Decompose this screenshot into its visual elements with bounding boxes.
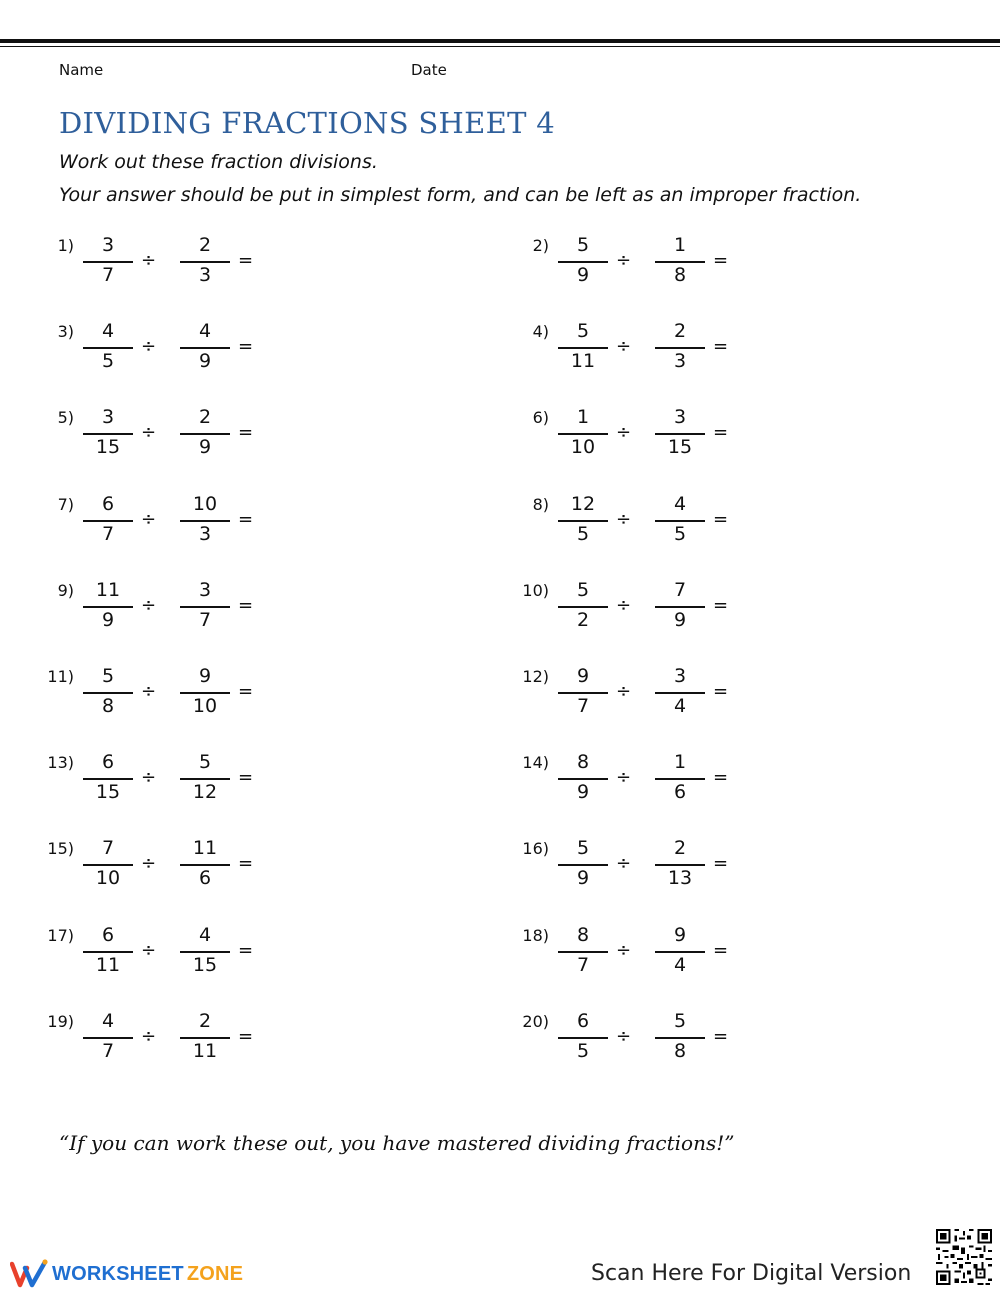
- denominator: 8: [101, 695, 115, 717]
- numerator: 5: [576, 837, 590, 859]
- problem-6: [515, 404, 775, 464]
- numerator: 8: [576, 751, 590, 773]
- denominator: 7: [101, 1040, 115, 1062]
- equals-sign: =: [713, 250, 729, 271]
- equals-sign: =: [238, 681, 254, 702]
- divide-sign: ÷: [141, 940, 157, 961]
- problem-number: 13): [47, 753, 74, 772]
- divide-sign: ÷: [616, 853, 632, 874]
- dividend-fraction: [558, 922, 608, 982]
- dividend-fraction: [558, 577, 608, 637]
- numerator: 2: [198, 1010, 212, 1032]
- problem-number: 16): [522, 839, 549, 858]
- denominator: 10: [570, 436, 596, 458]
- denominator: 7: [198, 609, 212, 631]
- numerator: 4: [673, 493, 687, 515]
- problem-14: [515, 749, 775, 809]
- dividend-fraction: [83, 318, 133, 378]
- problem-number: 6): [532, 408, 549, 427]
- denominator: 10: [192, 695, 218, 717]
- denominator: 6: [198, 867, 212, 889]
- problem-8: [515, 491, 775, 551]
- problem-9: [40, 577, 300, 637]
- divisor-fraction: [655, 835, 705, 895]
- denominator: 10: [95, 867, 121, 889]
- equals-sign: =: [713, 940, 729, 961]
- problem-17: [40, 922, 300, 982]
- equals-sign: =: [238, 250, 254, 271]
- divide-sign: ÷: [141, 336, 157, 357]
- divisor-fraction: [655, 491, 705, 551]
- divisor-fraction: [655, 749, 705, 809]
- denominator: 12: [192, 781, 218, 803]
- dividend-fraction: [558, 663, 608, 723]
- denominator: 13: [667, 867, 693, 889]
- denominator: 9: [198, 350, 212, 372]
- dividend-fraction: [558, 1008, 608, 1068]
- qr-code-icon[interactable]: [934, 1227, 994, 1287]
- problem-2: [515, 232, 775, 292]
- divisor-fraction: [180, 1008, 230, 1068]
- problem-number: 17): [47, 926, 74, 945]
- divide-sign: ÷: [141, 595, 157, 616]
- brand-name-part1: WORKSHEET: [52, 1262, 184, 1285]
- denominator: 11: [570, 350, 596, 372]
- denominator: 9: [673, 609, 687, 631]
- divide-sign: ÷: [616, 767, 632, 788]
- equals-sign: =: [238, 853, 254, 874]
- problem-10: [515, 577, 775, 637]
- divide-sign: ÷: [616, 422, 632, 443]
- divide-sign: ÷: [141, 767, 157, 788]
- divisor-fraction: [655, 1008, 705, 1068]
- denominator: 3: [198, 523, 212, 545]
- problem-number: 8): [532, 495, 549, 514]
- divide-sign: ÷: [141, 250, 157, 271]
- dividend-fraction: [83, 663, 133, 723]
- problem-number: 11): [47, 667, 74, 686]
- divide-sign: ÷: [141, 422, 157, 443]
- dividend-fraction: [83, 922, 133, 982]
- divide-sign: ÷: [616, 681, 632, 702]
- denominator: 5: [673, 523, 687, 545]
- problem-18: [515, 922, 775, 982]
- dividend-fraction: [558, 749, 608, 809]
- denominator: 5: [576, 523, 590, 545]
- problem-number: 18): [522, 926, 549, 945]
- brand-mark-icon: [10, 1259, 48, 1289]
- divisor-fraction: [180, 577, 230, 637]
- divisor-fraction: [655, 404, 705, 464]
- numerator: 3: [101, 406, 115, 428]
- divide-sign: ÷: [616, 336, 632, 357]
- numerator: 7: [673, 579, 687, 601]
- equals-sign: =: [238, 767, 254, 788]
- instruction-line-2: Your answer should be put in simplest form, and can be left as an improper fraction.: [59, 184, 862, 206]
- date-label: Date: [411, 61, 447, 79]
- numerator: 1: [673, 234, 687, 256]
- name-label: Name: [59, 61, 104, 79]
- denominator: 9: [101, 609, 115, 631]
- divisor-fraction: [655, 577, 705, 637]
- numerator: 5: [101, 665, 115, 687]
- divisor-fraction: [180, 663, 230, 723]
- numerator: 3: [673, 665, 687, 687]
- numerator: 2: [198, 234, 212, 256]
- denominator: 7: [576, 695, 590, 717]
- numerator: 4: [198, 320, 212, 342]
- divisor-fraction: [180, 749, 230, 809]
- divisor-fraction: [180, 922, 230, 982]
- problem-20: [515, 1008, 775, 1068]
- problem-number: 20): [522, 1012, 549, 1031]
- denominator: 4: [673, 695, 687, 717]
- denominator: 8: [673, 264, 687, 286]
- header-rule-thick: [0, 39, 1000, 43]
- problem-3: [40, 318, 300, 378]
- dividend-fraction: [558, 491, 608, 551]
- numerator: 3: [101, 234, 115, 256]
- problem-number: 12): [522, 667, 549, 686]
- numerator: 8: [576, 924, 590, 946]
- problem-number: 1): [57, 236, 74, 255]
- problem-15: [40, 835, 300, 895]
- dividend-fraction: [83, 749, 133, 809]
- denominator: 2: [576, 609, 590, 631]
- equals-sign: =: [713, 595, 729, 616]
- denominator: 15: [95, 436, 121, 458]
- dividend-fraction: [558, 835, 608, 895]
- divide-sign: ÷: [616, 940, 632, 961]
- numerator: 5: [576, 234, 590, 256]
- instruction-line-1: Work out these fraction divisions.: [59, 151, 378, 173]
- denominator: 9: [576, 867, 590, 889]
- dividend-fraction: [558, 232, 608, 292]
- numerator: 2: [198, 406, 212, 428]
- divide-sign: ÷: [616, 595, 632, 616]
- equals-sign: =: [238, 509, 254, 530]
- dividend-fraction: [83, 491, 133, 551]
- equals-sign: =: [713, 422, 729, 443]
- numerator: 12: [570, 493, 596, 515]
- equals-sign: =: [713, 336, 729, 357]
- problem-number: 4): [532, 322, 549, 341]
- problem-number: 19): [47, 1012, 74, 1031]
- problem-12: [515, 663, 775, 723]
- denominator: 5: [101, 350, 115, 372]
- numerator: 5: [673, 1010, 687, 1032]
- numerator: 6: [101, 493, 115, 515]
- denominator: 15: [95, 781, 121, 803]
- denominator: 9: [576, 781, 590, 803]
- divide-sign: ÷: [141, 509, 157, 530]
- problem-number: 3): [57, 322, 74, 341]
- denominator: 3: [198, 264, 212, 286]
- equals-sign: =: [713, 767, 729, 788]
- problem-number: 10): [522, 581, 549, 600]
- denominator: 15: [192, 954, 218, 976]
- equals-sign: =: [238, 1026, 254, 1047]
- denominator: 6: [673, 781, 687, 803]
- divisor-fraction: [180, 491, 230, 551]
- numerator: 11: [192, 837, 218, 859]
- denominator: 11: [192, 1040, 218, 1062]
- problem-16: [515, 835, 775, 895]
- numerator: 2: [673, 320, 687, 342]
- equals-sign: =: [713, 509, 729, 530]
- equals-sign: =: [238, 595, 254, 616]
- divide-sign: ÷: [141, 1026, 157, 1047]
- dividend-fraction: [83, 232, 133, 292]
- problem-13: [40, 749, 300, 809]
- numerator: 5: [198, 751, 212, 773]
- equals-sign: =: [238, 422, 254, 443]
- equals-sign: =: [713, 1026, 729, 1047]
- problem-number: 14): [522, 753, 549, 772]
- denominator: 7: [101, 523, 115, 545]
- problem-19: [40, 1008, 300, 1068]
- problem-5: [40, 404, 300, 464]
- divisor-fraction: [655, 232, 705, 292]
- problem-number: 9): [57, 581, 74, 600]
- denominator: 4: [673, 954, 687, 976]
- problem-number: 15): [47, 839, 74, 858]
- problem-number: 2): [532, 236, 549, 255]
- divisor-fraction: [180, 835, 230, 895]
- closing-quote: “If you can work these out, you have mastered dividing fractions!”: [59, 1131, 735, 1155]
- brand-name-part2: ZONE: [186, 1262, 244, 1285]
- numerator: 9: [673, 924, 687, 946]
- numerator: 1: [576, 406, 590, 428]
- divide-sign: ÷: [616, 1026, 632, 1047]
- worksheet-zone-logo: [10, 1258, 243, 1290]
- numerator: 6: [576, 1010, 590, 1032]
- problem-1: [40, 232, 300, 292]
- numerator: 3: [198, 579, 212, 601]
- worksheet-title: DIVIDING FRACTIONS SHEET 4: [59, 106, 555, 140]
- numerator: 1: [673, 751, 687, 773]
- numerator: 10: [192, 493, 218, 515]
- denominator: 5: [576, 1040, 590, 1062]
- denominator: 11: [95, 954, 121, 976]
- divide-sign: ÷: [616, 250, 632, 271]
- dividend-fraction: [558, 404, 608, 464]
- numerator: 3: [673, 406, 687, 428]
- denominator: 15: [667, 436, 693, 458]
- divisor-fraction: [655, 922, 705, 982]
- problem-number: 5): [57, 408, 74, 427]
- divisor-fraction: [180, 404, 230, 464]
- dividend-fraction: [83, 1008, 133, 1068]
- divide-sign: ÷: [141, 853, 157, 874]
- problem-11: [40, 663, 300, 723]
- divisor-fraction: [655, 663, 705, 723]
- divide-sign: ÷: [141, 681, 157, 702]
- numerator: 5: [576, 320, 590, 342]
- problem-4: [515, 318, 775, 378]
- denominator: 3: [673, 350, 687, 372]
- numerator: 4: [101, 320, 115, 342]
- numerator: 4: [198, 924, 212, 946]
- numerator: 9: [198, 665, 212, 687]
- numerator: 5: [576, 579, 590, 601]
- dividend-fraction: [83, 404, 133, 464]
- denominator: 7: [101, 264, 115, 286]
- denominator: 9: [198, 436, 212, 458]
- equals-sign: =: [713, 681, 729, 702]
- divisor-fraction: [180, 318, 230, 378]
- denominator: 9: [576, 264, 590, 286]
- problem-7: [40, 491, 300, 551]
- scan-caption: Scan Here For Digital Version: [591, 1261, 912, 1286]
- header-rule-thin: [0, 46, 1000, 47]
- problem-number: 7): [57, 495, 74, 514]
- divisor-fraction: [655, 318, 705, 378]
- equals-sign: =: [713, 853, 729, 874]
- divide-sign: ÷: [616, 509, 632, 530]
- equals-sign: =: [238, 940, 254, 961]
- numerator: 9: [576, 665, 590, 687]
- numerator: 11: [95, 579, 121, 601]
- numerator: 6: [101, 924, 115, 946]
- dividend-fraction: [558, 318, 608, 378]
- numerator: 4: [101, 1010, 115, 1032]
- dividend-fraction: [83, 577, 133, 637]
- numerator: 6: [101, 751, 115, 773]
- numerator: 7: [101, 837, 115, 859]
- denominator: 8: [673, 1040, 687, 1062]
- dividend-fraction: [83, 835, 133, 895]
- divisor-fraction: [180, 232, 230, 292]
- equals-sign: =: [238, 336, 254, 357]
- numerator: 2: [673, 837, 687, 859]
- denominator: 7: [576, 954, 590, 976]
